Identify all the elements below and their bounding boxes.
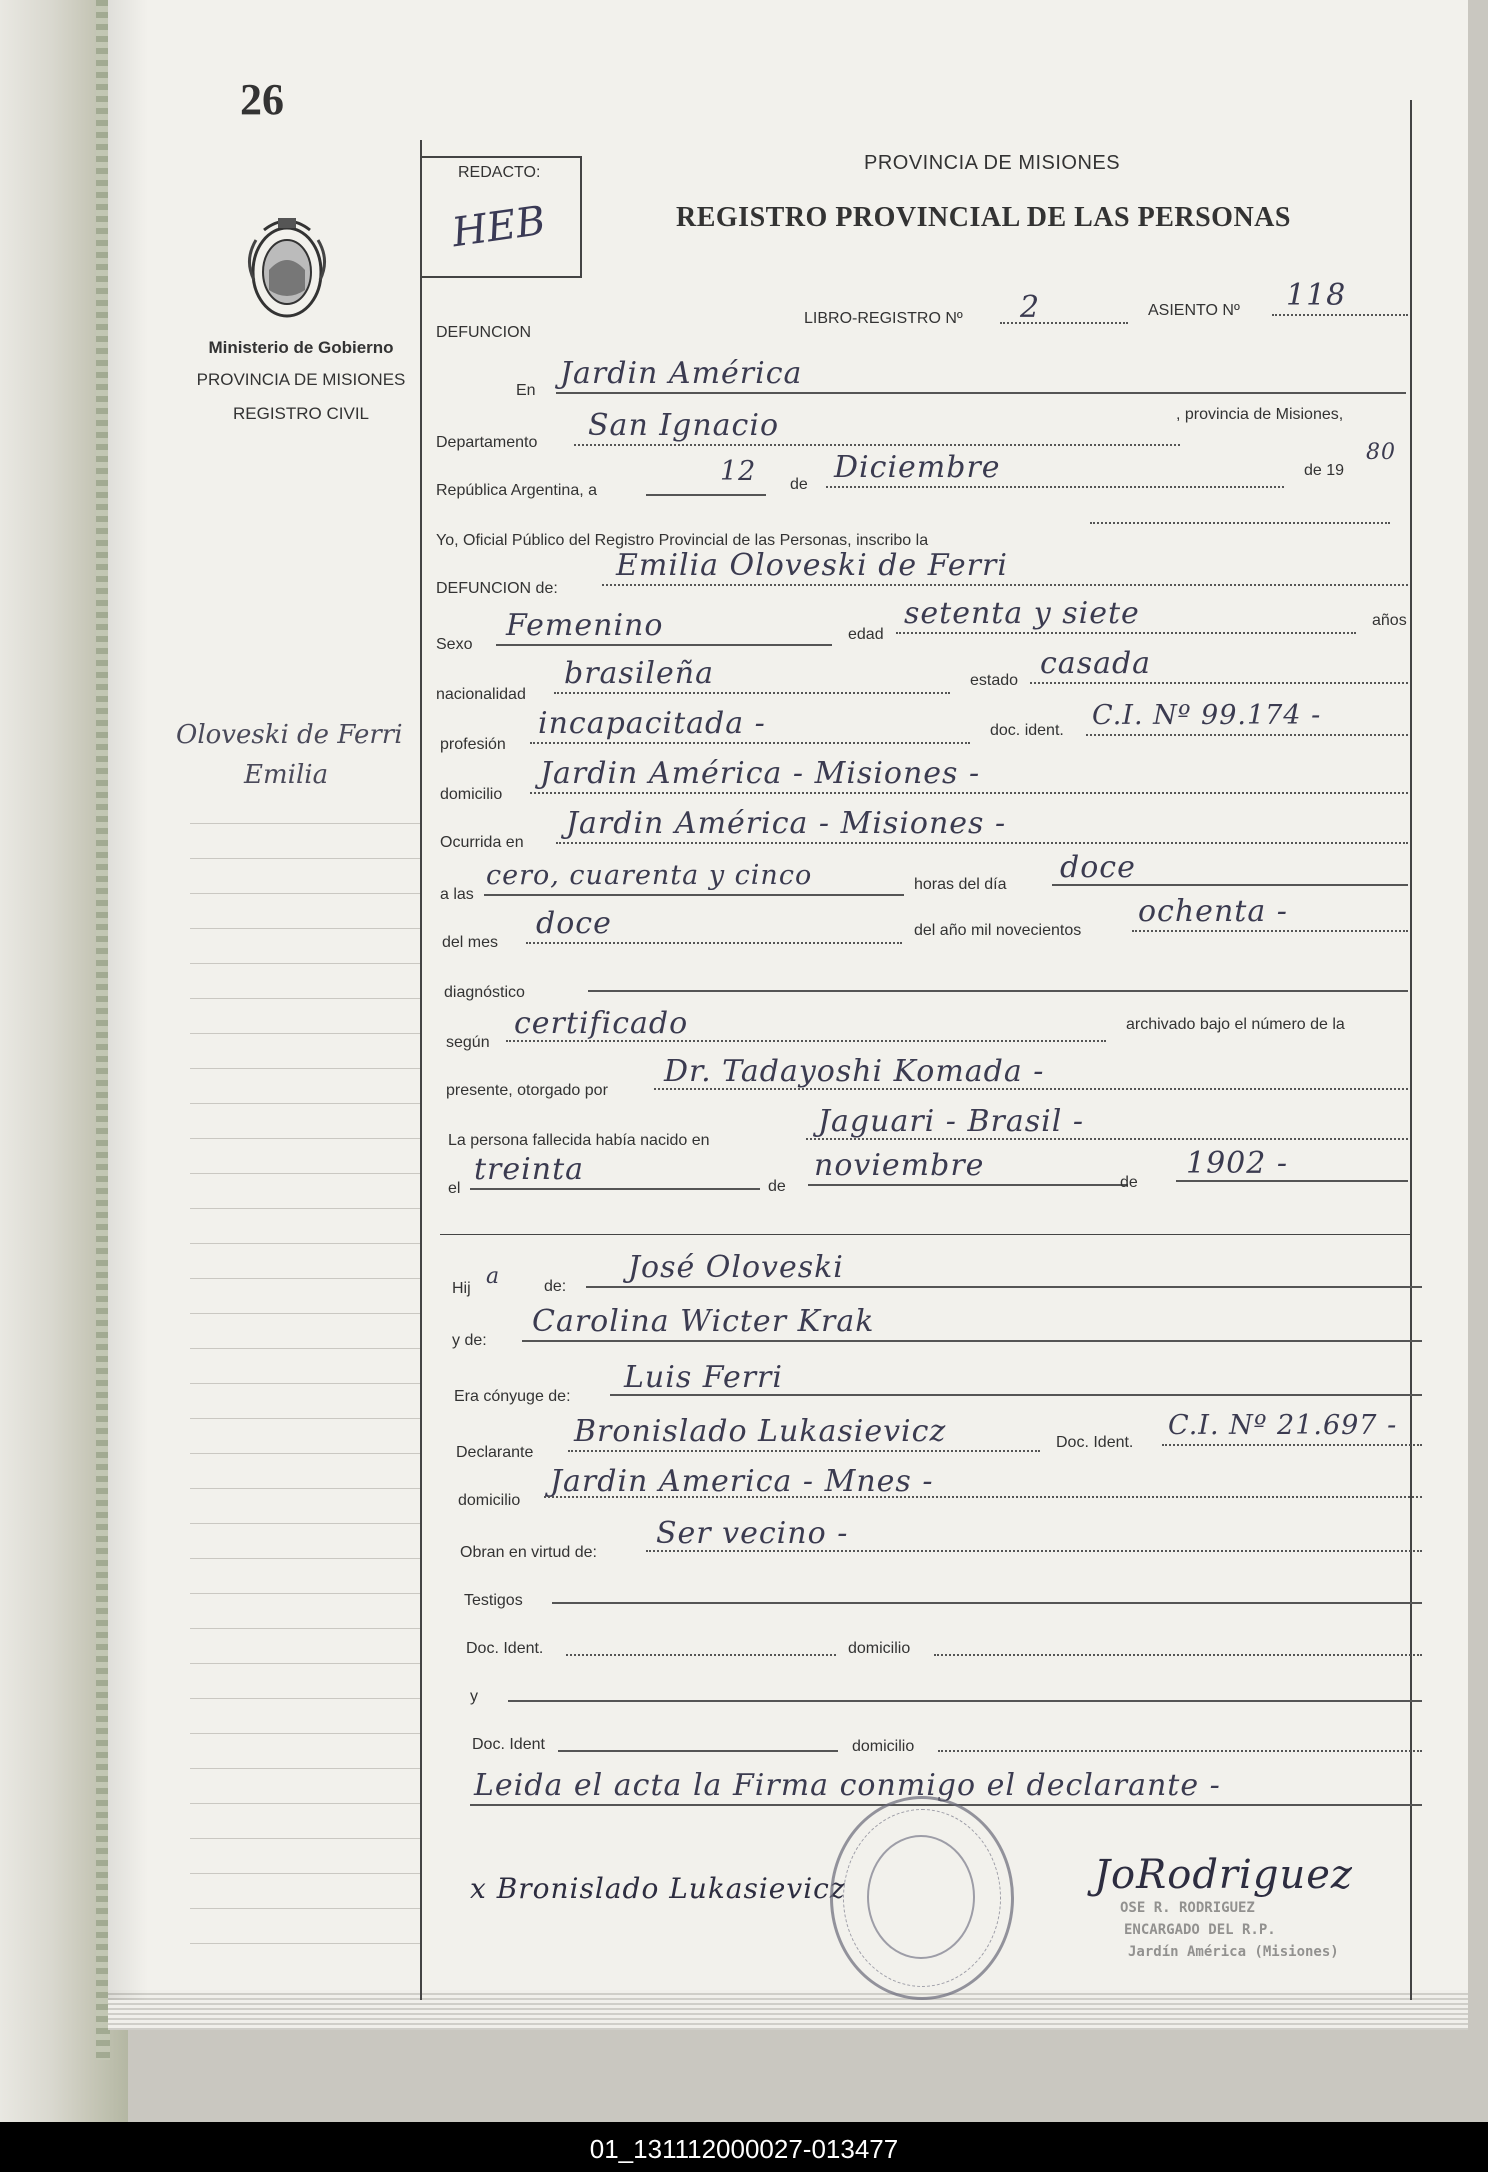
nacido-line — [806, 1138, 1408, 1140]
segun-label: según — [446, 1034, 490, 1051]
mes-anio-line — [1132, 930, 1408, 932]
conyuge-value: Luis Ferri — [624, 1360, 783, 1395]
y-de-value: Carolina Wicter Krak — [532, 1304, 875, 1339]
oficial-statement: Yo, Oficial Público del Registro Provincial de las Personas, inscribo la — [436, 532, 929, 549]
y-de-line — [522, 1340, 1422, 1342]
province-label: PROVINCIA DE MISIONES — [196, 370, 406, 389]
sexo-value: Femenino — [506, 608, 664, 643]
nac-fecha-month: noviembre — [814, 1148, 985, 1183]
stamp-line-3: Jardín América (Misiones) — [1128, 1944, 1339, 1960]
horas-value: cero, cuarenta y cinco — [486, 860, 813, 891]
testigos-label: Testigos — [464, 1592, 523, 1609]
declarante-line — [568, 1450, 1040, 1452]
doc-ident-line — [1086, 734, 1408, 736]
right-column-rule — [1410, 100, 1412, 2000]
segun-line — [506, 1040, 1106, 1042]
header-registry: REGISTRO PROVINCIAL DE LAS PERSONAS — [676, 202, 1291, 233]
obran-line — [646, 1550, 1422, 1552]
page-gutter-shadow — [108, 0, 148, 2000]
fecha-day: 12 — [720, 456, 757, 487]
diagnostico-label: diagnóstico — [444, 984, 525, 1001]
hija-line — [586, 1286, 1422, 1288]
otorgado-line — [654, 1088, 1408, 1090]
segun-suffix: archivado bajo el número de la — [1126, 1016, 1345, 1033]
record-type-label: DEFUNCION — [436, 324, 532, 341]
conyuge-line — [610, 1394, 1422, 1396]
margin-note-line2: Emilia — [244, 760, 329, 790]
libro-line — [1000, 322, 1128, 324]
profesion-label: profesión — [440, 736, 506, 753]
closing-statement: Leida el acta la Firma conmigo el declarante - — [474, 1768, 1221, 1803]
nac-fecha-label: el — [448, 1180, 461, 1197]
fecha-de: de — [790, 476, 808, 493]
doc1-dom-label: domicilio — [848, 1640, 911, 1657]
doc1-line — [566, 1654, 836, 1656]
en-value: Jardin América — [560, 356, 803, 391]
declarante-doc-label: Doc. Ident. — [1056, 1434, 1134, 1451]
seal-center — [867, 1835, 975, 1959]
nacionalidad-label: nacionalidad — [436, 686, 526, 703]
stamp-line-1: OSE R. RODRIGUEZ — [1120, 1900, 1255, 1916]
y-line — [508, 1700, 1422, 1702]
testigos-line — [552, 1602, 1422, 1604]
doc1-dom-line — [934, 1654, 1422, 1656]
nac-fecha-day-line — [470, 1188, 760, 1190]
declarante-value: Bronislado Lukasievicz — [574, 1414, 947, 1449]
defuncion-de-label: DEFUNCION de: — [436, 580, 558, 597]
dom-declarante-line — [544, 1496, 1422, 1498]
nacido-value: Jaguari - Brasil - — [818, 1104, 1084, 1139]
fecha-day-line — [646, 494, 766, 496]
oficial-line — [1090, 522, 1390, 524]
doc-ident-label: doc. ident. — [990, 722, 1064, 739]
obran-label: Obran en virtud de: — [460, 1544, 597, 1561]
edad-line — [896, 632, 1356, 634]
domicilio-label: domicilio — [440, 786, 503, 803]
nac-fecha-de2: de — [1120, 1174, 1138, 1191]
declarante-doc-value: C.I. Nº 21.697 - — [1168, 1410, 1398, 1441]
departamento-label: Departamento — [436, 434, 538, 451]
margin-ruled-lines — [190, 790, 420, 1970]
stamp-line-2: ENCARGADO DEL R.P. — [1124, 1922, 1276, 1938]
asiento-label: ASIENTO Nº — [1148, 302, 1240, 319]
defuncion-de-line — [602, 584, 1408, 586]
defuncion-de-value: Emilia Oloveski de Ferri — [616, 548, 1008, 583]
doc2-dom-label: domicilio — [852, 1738, 915, 1755]
redacto-box — [420, 156, 582, 278]
dom-declarante-value: Jardin America - Mnes - — [550, 1464, 934, 1499]
ocurrida-value: Jardin América - Misiones - — [566, 806, 1007, 841]
ocurrida-label: Ocurrida en — [440, 834, 524, 851]
horas-line — [484, 894, 904, 896]
edad-value: setenta y siete — [904, 596, 1140, 631]
departamento-value: San Ignacio — [588, 408, 780, 443]
declarante-doc-line — [1162, 1444, 1422, 1446]
nac-fecha-year: 1902 - — [1186, 1146, 1289, 1181]
asiento-value: 118 — [1286, 278, 1347, 313]
declarante-signature: x Bronislado Lukasievicz — [470, 1872, 846, 1905]
fecha-label: República Argentina, a — [436, 482, 597, 499]
hija-label-pre: Hij — [452, 1280, 471, 1297]
official-name-stamp — [1110, 1900, 1400, 1980]
mes-anio: ochenta - — [1138, 894, 1288, 929]
estado-label: estado — [970, 672, 1019, 689]
nacido-label: La persona fallecida había nacido en — [448, 1132, 710, 1149]
dom-declarante-label: domicilio — [458, 1492, 521, 1509]
departamento-suffix: , provincia de Misiones, — [1176, 406, 1344, 423]
departamento-line — [574, 444, 1180, 446]
fecha-month: Diciembre — [834, 450, 1001, 485]
redacto-initials: HEB — [449, 197, 549, 257]
official-seal-icon — [830, 1796, 1014, 2000]
mes-suffix: del año mil novecientos — [914, 922, 1082, 939]
estado-value: casada — [1040, 646, 1152, 681]
nac-fecha-day: treinta — [474, 1152, 585, 1187]
horas-label: a las — [440, 886, 474, 903]
horas-dia-line — [1052, 884, 1408, 886]
domicilio-value: Jardin América - Misiones - — [540, 756, 981, 791]
obran-value: Ser vecino - — [656, 1516, 849, 1551]
otorgado-label: presente, otorgado por — [446, 1082, 608, 1099]
margin-note-line1: Oloveski de Ferri — [176, 720, 403, 750]
hija-gender: a — [486, 1264, 501, 1289]
estado-line — [1030, 682, 1408, 684]
edad-label: edad — [848, 626, 884, 643]
otorgado-value: Dr. Tadayoshi Komada - — [664, 1054, 1045, 1089]
header-province: PROVINCIA DE MISIONES — [864, 152, 1121, 174]
nac-fecha-de1: de — [768, 1178, 786, 1195]
coat-of-arms-icon — [244, 210, 330, 322]
edad-suffix: años — [1372, 612, 1407, 629]
declarante-label: Declarante — [456, 1444, 534, 1461]
profesion-line — [530, 742, 970, 744]
mes-line — [526, 942, 902, 944]
nacionalidad-line — [554, 692, 950, 694]
mes-value: doce — [536, 906, 612, 941]
segun-value: certificado — [514, 1006, 689, 1041]
page-stack-edge — [108, 1990, 1468, 2030]
domicilio-line — [530, 792, 1408, 794]
redacto-label: REDACTO: — [458, 164, 541, 181]
profesion-value: incapacitada - — [538, 706, 766, 741]
hija-label-post: de: — [544, 1278, 567, 1295]
libro-label: LIBRO-REGISTRO Nº — [804, 310, 963, 327]
fecha-year: 80 — [1366, 440, 1396, 465]
conyuge-label: Era cónyuge de: — [454, 1388, 571, 1405]
libro-value: 2 — [1020, 290, 1041, 325]
section-divider — [440, 1234, 1410, 1235]
horas-suffix: horas del día — [914, 876, 1007, 893]
y-de-label: y de: — [452, 1332, 487, 1349]
asiento-line — [1272, 314, 1408, 316]
ministry-label: Ministerio de Gobierno — [208, 338, 394, 357]
doc1-label: Doc. Ident. — [466, 1640, 544, 1657]
hija-value: José Oloveski — [628, 1250, 844, 1285]
scan-id: 01_131112000027-013477 — [589, 2134, 899, 2164]
doc2-label: Doc. Ident — [472, 1736, 545, 1753]
y-label: y — [470, 1688, 478, 1705]
fecha-month-line — [826, 486, 1284, 488]
civil-registry-label: REGISTRO CIVIL — [232, 404, 370, 423]
nacionalidad-value: brasileña — [564, 656, 714, 691]
en-label: En — [516, 382, 536, 399]
sexo-line — [496, 644, 832, 646]
en-line — [556, 392, 1406, 394]
page-number: 26 — [240, 75, 284, 124]
horas-dia: doce — [1060, 850, 1136, 885]
doc-ident-value: C.I. Nº 99.174 - — [1092, 700, 1322, 731]
scan-footer — [0, 2122, 1488, 2172]
diagnostico-line — [588, 990, 1408, 992]
nac-fecha-year-line — [1176, 1180, 1408, 1182]
ocurrida-line — [556, 842, 1408, 844]
official-signature: JoRodriguez — [1094, 1852, 1353, 1898]
doc2-line — [558, 1750, 838, 1752]
fecha-year-prefix: de 19 — [1304, 462, 1345, 479]
nac-fecha-month-line — [808, 1184, 1128, 1186]
sexo-label: Sexo — [436, 636, 473, 653]
doc2-dom-line — [938, 1750, 1422, 1752]
mes-label: del mes — [442, 934, 499, 951]
